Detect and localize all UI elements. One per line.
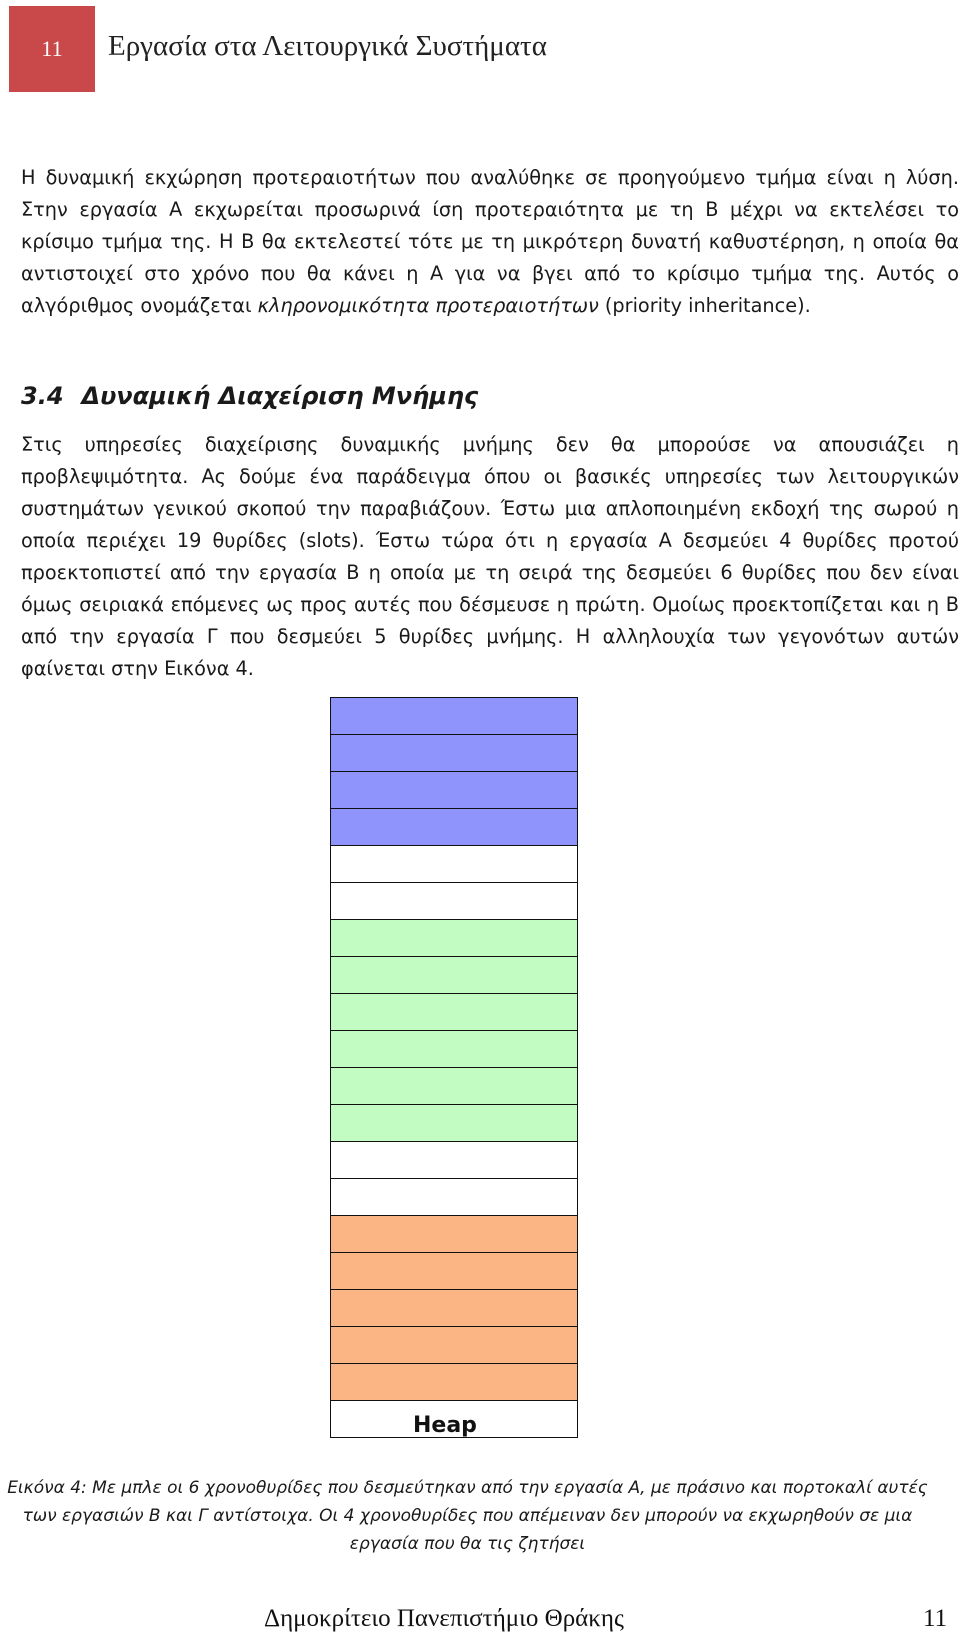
heap-diagram xyxy=(330,697,578,1438)
section-heading xyxy=(21,382,478,410)
heap-slot-task-b xyxy=(331,1031,577,1068)
heap-slot-task-b xyxy=(331,1105,577,1142)
heap-slot-task-b xyxy=(331,957,577,994)
figure-caption: Εικόνα 4: Με μπλε οι 6 χρονοθυρίδες που δεσμεύτηκαν από την εργασία Α, με πράσινο και πορτοκαλί αυτές των εργασιών Β και Γ αντίστοιχα. Οι 4 χρονοθυρίδες που απέμειναν δεν μπορούν να εκχωρηθούν σε μια εργασία που θα τις ζητήσει xyxy=(7,1478,928,1554)
page-number: 11 xyxy=(41,36,63,61)
italic-term: κληρονομικότητα προτεραιοτήτων xyxy=(257,294,599,317)
heap-slot-free xyxy=(331,1142,577,1179)
heap-slot-task-c xyxy=(331,1290,577,1327)
heap-slot-free xyxy=(331,883,577,920)
footer-university: Δημοκρίτειο Πανεπιστήμιο Θράκης xyxy=(264,1605,624,1632)
heap-slot-task-a xyxy=(331,698,577,735)
heap-slot-task-c xyxy=(331,1216,577,1253)
heap-slot-free xyxy=(331,1179,577,1216)
heap-slot-task-b xyxy=(331,920,577,957)
heap-slot-task-b xyxy=(331,1068,577,1105)
heap-label: Heap xyxy=(413,1413,477,1438)
paragraph-priority-inheritance xyxy=(21,162,959,322)
heap-slot-task-c xyxy=(331,1253,577,1290)
paragraph-text-end: (priority inheritance). xyxy=(598,294,811,317)
heap-slot-task-a xyxy=(331,809,577,846)
heap-slot-task-c xyxy=(331,1327,577,1364)
section-title: Δυναμική Διαχείριση Μνήμης xyxy=(81,382,479,410)
header-title: Εργασία στα Λειτουργικά Συστήματα xyxy=(108,30,547,62)
paragraph-text: Η δυναμική εκχώρηση προτεραιοτήτων που αναλύθηκε σε προηγούμενο τμήμα είναι η λύση. Στην εργασία Α εκχωρείται προσωρινά ίση προτεραιότητα με τη Β μέχρι να εκτελέσει το κρίσιμο τμήμα της. Η Β θα εκτελεστεί τότε με τη μικρότερη δυνατή καθυστέρηση, η οποία θα αντιστοιχεί στο χρόνο που θα κάνει η Α για να βγει από το κρίσιμο τμήμα της. Αυτός ο αλγόριθμος ονομάζεται xyxy=(21,166,959,317)
heap-slot-task-a xyxy=(331,772,577,809)
heap-slot-task-c xyxy=(331,1364,577,1401)
footer-page-number: 11 xyxy=(923,1605,948,1632)
paragraph-dynamic-memory: Στις υπηρεσίες διαχείρισης δυναμικής μνήμης δεν θα μπορούσε να απουσιάζει η προβλεψιμότητα. Ας δούμε ένα παράδειγμα όπου οι βασικές υπηρεσίες των λειτουργικών συστημάτων γενικού σκοπού την παραβιάζουν. Έστω μια απλοποιημένη εκδοχή της σωρού η οποία περιέχει 19 θυρίδες (slots). Έστω τώρα ότι η εργασία Α δεσμεύει 4 θυρίδες προτού προεκτοπιστεί από την εργασία Β η οποία με τη σειρά της δεσμεύει 6 θυρίδες που δεν είναι όμως σειριακά επόμενες ως προς αυτές που δέσμευσε η πρώτη. Ομοίως προεκτοπίζεται και η Β από την εργασία Γ που δεσμεύει 5 θυρίδες μνήμης. Η αλληλουχία των γεγονότων αυτών φαίνεται στην Εικόνα 4. xyxy=(21,433,959,680)
section-number: 3.4 xyxy=(21,382,64,410)
page-number-badge xyxy=(9,6,95,92)
heap-slot-task-b xyxy=(331,994,577,1031)
heap-slot-free xyxy=(331,846,577,883)
heap-slot-task-a xyxy=(331,735,577,772)
